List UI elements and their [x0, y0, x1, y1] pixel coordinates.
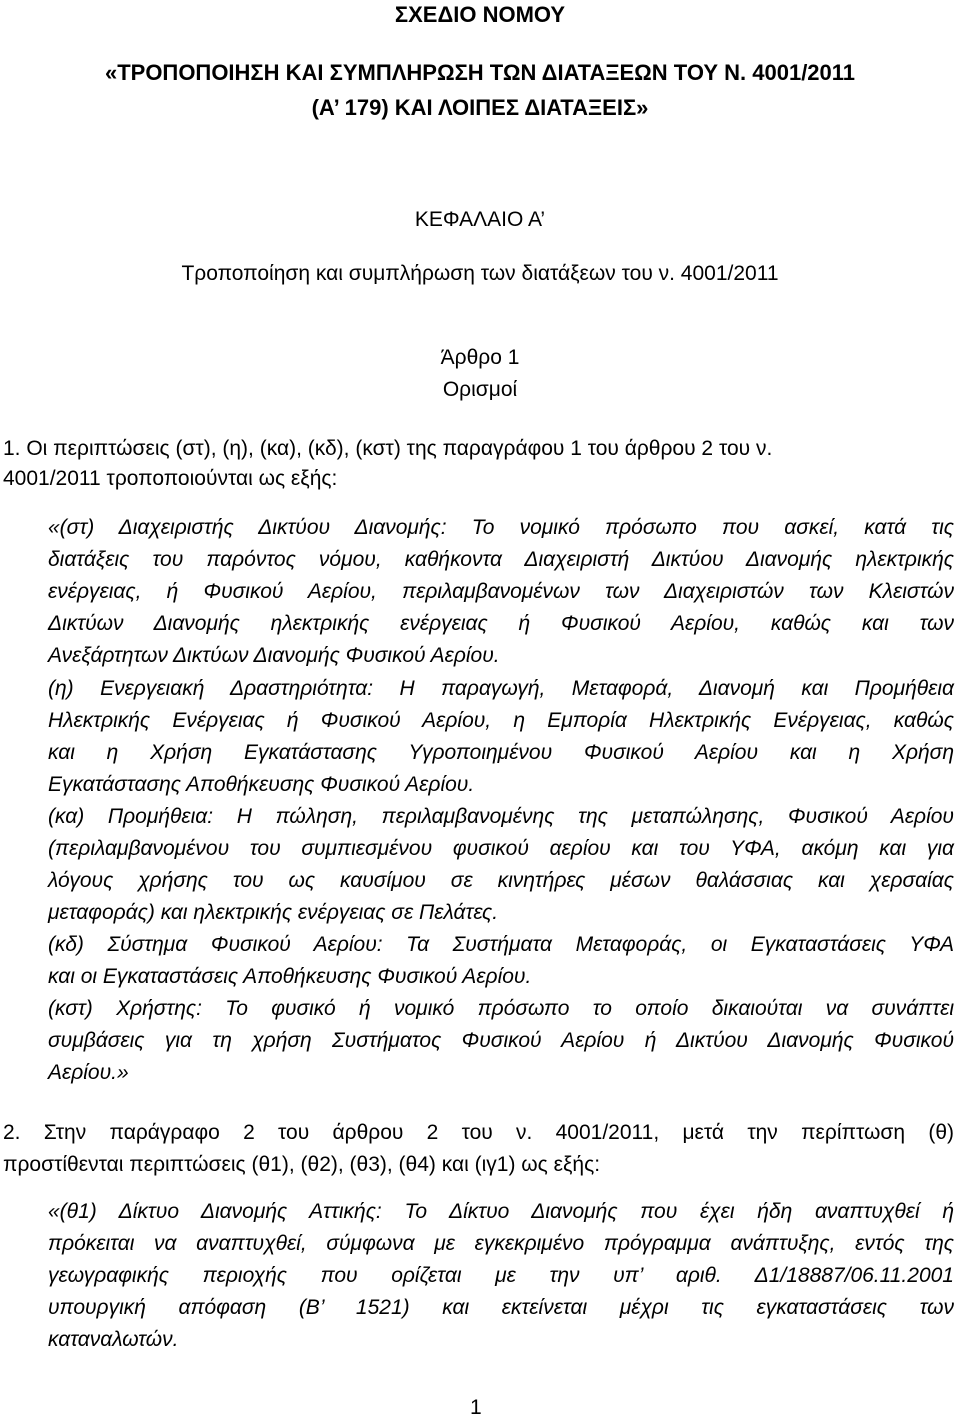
definition-th1-line-1: «(θ1) Δίκτυο Διανομής Αττικής: Το Δίκτυο Διανομής που έχει ήδη αναπτυχθεί ή [48, 1200, 954, 1223]
paragraph-2-line-2: προστίθενται περιπτώσεις (θ1), (θ2), (θ3), (θ4) και (ιγ1) ως εξής: [3, 1153, 601, 1176]
definition-th1-line-5: καταναλωτών. [48, 1328, 179, 1351]
paragraph-1-line-2: 4001/2011 τροποποιούνται ως εξής: [3, 467, 338, 490]
definition-kd-title: (κδ) Σύστημα Φυσικού Αερίου: [48, 933, 383, 956]
definition-st-line-3: ενέργειας, ή Φυσικού Αερίου, περιλαμβανομένων των Διαχειριστών των Κλειστών [48, 580, 954, 603]
definition-i-line-1: (η) Ενεργειακή Δραστηριότητα: Η παραγωγή, Μεταφορά, Διανομή και Προμήθεια [48, 677, 955, 700]
definition-kst-title: (κστ) Χρήστης: [48, 997, 202, 1020]
article-number: Άρθρο 1 [440, 346, 520, 369]
definition-kst-line-1: (κστ) Χρήστης: Το φυσικό ή νομικό πρόσωπο το οποίο δικαιούται να συνάπτει [48, 997, 954, 1020]
definition-ka-line-4: μεταφοράς) και ηλεκτρικής ενέργειας σε Πελάτες. [48, 901, 499, 924]
paragraph-1-line-1: 1. Οι περιπτώσεις (στ), (η), (κα), (κδ), (κστ) της παραγράφου 1 του άρθρου 2 του ν. [3, 437, 773, 460]
definition-th1-line-4: υπουργική απόφαση (Β’ 1521) και εκτείνεται μέχρι τις εγκαταστάσεις των [48, 1296, 954, 1319]
definition-st-line-4: Δικτύων Διανομής ηλεκτρικής ενέργειας ή Φυσικού Αερίου, καθώς και των [48, 612, 954, 635]
definition-ka-title: (κα) Προμήθεια: [48, 805, 214, 828]
definition-th1-title: «(θ1) Δίκτυο Διανομής Αττικής: [48, 1200, 382, 1223]
article-title: Ορισμοί [442, 378, 518, 401]
definition-i-line-3: και η Χρήση Εγκατάστασης Υγροποιημένου Φυσικού Αερίου και η Χρήση [48, 741, 954, 764]
definition-ka-line-2: (περιλαμβανομένου του συμπιεσμένου φυσικού αερίου και του ΥΦΑ, ακόμη και για [48, 837, 954, 860]
definition-st-line-1: «(στ) Διαχειριστής Δικτύου Διανομής: Το νομικό πρόσωπο που ασκεί, κατά τις [48, 516, 954, 539]
paragraph-2-line-1: 2. Στην παράγραφο 2 του άρθρου 2 του ν. 4001/2011, μετά την περίπτωση (θ) [3, 1121, 954, 1144]
chapter-label: ΚΕΦΑΛΑΙΟ Α’ [414, 208, 546, 231]
page-number: 1 [470, 1396, 482, 1419]
definition-i-line-2: Ηλεκτρικής Ενέργειας ή Φυσικού Αερίου, η Εμπορία Ηλεκτρικής Ενέργειας, καθώς [48, 709, 954, 732]
definition-st-line-2: διατάξεις του παρόντος νόμου, καθήκοντα Διαχειριστή Δικτύου Διανομής ηλεκτρικής [48, 548, 954, 571]
definition-i-title: (η) Ενεργειακή Δραστηριότητα: [48, 677, 374, 700]
definition-kd-line-1: (κδ) Σύστημα Φυσικού Αερίου: Τα Συστήματα Μεταφοράς, οι Εγκαταστάσεις ΥΦΑ [48, 933, 954, 956]
definition-th1-line-3: γεωγραφικής περιοχής που ορίζεται με την υπ’ αριθ. Δ1/18887/06.11.2001 [48, 1264, 954, 1287]
definition-th1-line-2: πρόκειται να αναπτυχθεί, σύμφωνα με εγκεκριμένο πρόγραμμα ανάπτυξης, εντός της [48, 1232, 954, 1255]
definition-ka-line-3: λόγους χρήσης του ως καυσίμου σε κινητήρες μέσων θαλάσσιας και χερσαίας [48, 869, 954, 892]
definition-st-title: «(στ) Διαχειριστής Δικτύου Διανομής: [48, 516, 447, 539]
definition-kd-line-2: και οι Εγκαταστάσεις Αποθήκευσης Φυσικού Αερίου. [48, 965, 532, 988]
definition-st-line-5: Ανεξάρτητων Δικτύων Διανομής Φυσικού Αερίου. [48, 644, 500, 667]
document-title-line-1: «ΤΡΟΠΟΠΟΙΗΣΗ ΚΑΙ ΣΥΜΠΛΗΡΩΣΗ ΤΩΝ ΔΙΑΤΑΞΕΩΝ ΤΟΥ Ν. 4001/2011 [104, 60, 856, 85]
definition-ka-line-1: (κα) Προμήθεια: Η πώληση, περιλαμβανομένης της μεταπώλησης, Φυσικού Αερίου [48, 805, 954, 828]
chapter-title: Τροποποίηση και συμπλήρωση των διατάξεων του ν. 4001/2011 [181, 262, 779, 285]
document-title-line-2: (Α’ 179) ΚΑΙ ΛΟΙΠΕΣ ΔΙΑΤΑΞΕΙΣ» [311, 95, 649, 120]
definition-i-line-4: Εγκατάστασης Αποθήκευσης Φυσικού Αερίου. [48, 773, 475, 796]
document-type: ΣΧΕΔΙΟ ΝΟΜΟΥ [394, 2, 566, 27]
definition-kst-line-2: συμβάσεις για τη χρήση Συστήματος Φυσικού Αερίου ή Δικτύου Διανομής Φυσικού [48, 1029, 954, 1052]
definition-kst-line-3: Αερίου.» [48, 1061, 129, 1084]
